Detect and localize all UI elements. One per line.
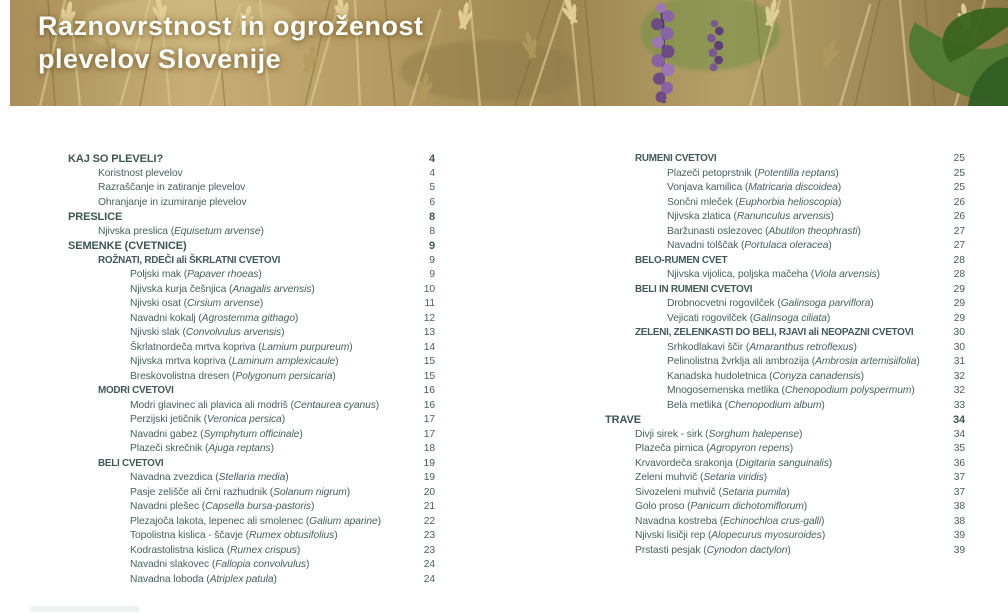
toc-entry-page: 23 — [423, 530, 435, 541]
toc-entry-page: 13 — [423, 327, 435, 338]
toc-entry[interactable] — [605, 167, 965, 182]
toc-entry-label: Prstasti pesjak (Cynodon dactylon) — [635, 544, 791, 556]
toc-entry-page: 17 — [423, 414, 435, 425]
toc-entry[interactable] — [68, 486, 435, 501]
toc-entry-label: Plazeča pirnica (Agropyron repens) — [635, 443, 794, 454]
toc-entry-page: 29 — [953, 312, 965, 324]
toc-entry[interactable] — [605, 486, 965, 501]
toc-entry-page: 29 — [953, 298, 965, 309]
toc-entry-page: 24 — [423, 559, 435, 570]
toc-entry-page: 10 — [423, 283, 435, 295]
toc-entry-page: 36 — [953, 457, 965, 469]
toc-entry[interactable] — [68, 573, 435, 588]
toc-entry-label: MODRI CVETOVI — [98, 385, 174, 396]
toc-entry[interactable] — [605, 457, 965, 472]
toc-entry[interactable] — [605, 268, 965, 283]
toc-entry-page: 8 — [428, 211, 435, 223]
toc-entry[interactable] — [68, 457, 435, 472]
toc-entry-label: Krvavordeča srakonja (Digitaria sanguinalis) — [635, 457, 833, 469]
toc-entry-page: 29 — [953, 283, 965, 295]
toc-entry-label: Plazeči skrečnik (Ajuga reptans) — [130, 443, 274, 454]
toc-entry[interactable] — [68, 413, 435, 428]
toc-entry-page: 34 — [952, 414, 965, 426]
toc-entry-page: 35 — [953, 443, 965, 454]
toc-entry[interactable] — [68, 355, 435, 370]
toc-entry[interactable] — [68, 428, 435, 443]
toc-entry-label: Navadna loboda (Atriplex patula) — [130, 573, 277, 585]
toc-entry-page: 5 — [429, 182, 435, 193]
toc-entry-label: BELO-RUMEN CVET — [635, 254, 728, 266]
toc-entry[interactable] — [605, 500, 965, 515]
toc-entry-page: 30 — [953, 341, 965, 353]
toc-entry[interactable] — [68, 254, 435, 269]
toc-entry-page: 27 — [953, 240, 965, 251]
toc-entry-label: Golo proso (Panicum dichotomiflorum) — [635, 501, 808, 512]
toc-entry[interactable] — [605, 341, 965, 356]
toc-entry[interactable] — [68, 442, 435, 457]
toc-entry-page: 28 — [953, 254, 965, 266]
toc-entry-label: Njivska vijolica, poljska mačeha (Viola arvensis) — [667, 269, 880, 280]
toc-entry[interactable] — [68, 210, 435, 225]
toc-entry-label: Sončni mleček (Euphorbia helioscopia) — [667, 196, 842, 208]
toc-entry[interactable] — [605, 326, 965, 341]
toc-entry[interactable] — [68, 515, 435, 530]
toc-entry[interactable] — [605, 355, 965, 370]
toc-entry[interactable] — [68, 196, 435, 211]
toc-entry-label: Perzijski jetičnik (Veronica persica) — [130, 414, 286, 425]
toc-entry-label: Navadni plešec (Capsella bursa-pastoris) — [130, 501, 315, 512]
toc-entry-label: Njivska kurja češnjica (Anagalis arvensis) — [130, 283, 315, 295]
toc-entry-page: 25 — [953, 153, 965, 164]
toc-entry-label: Njivski osat (Cirsium arvense) — [130, 298, 264, 309]
toc-entry-label: Vonjava kamilica (Matricaria discoidea) — [667, 182, 842, 193]
toc-entry[interactable] — [68, 181, 435, 196]
toc-entry-page: 11 — [424, 298, 435, 309]
toc-entry-label: BELI IN RUMENI CVETOVI — [635, 283, 753, 295]
toc-entry[interactable] — [605, 370, 965, 385]
toc-entry[interactable] — [605, 544, 965, 559]
toc-entry[interactable] — [605, 181, 965, 196]
toc-entry[interactable] — [605, 196, 965, 211]
toc-entry[interactable] — [68, 500, 435, 515]
toc-entry[interactable] — [605, 152, 965, 167]
toc-entry-label: ROŽNATI, RDEČI ali ŠKRLATNI CVETOVI — [98, 254, 281, 266]
toc-entry-label: Sivozeleni muhvič (Setaria pumila) — [635, 486, 790, 498]
toc-entry-page: 12 — [423, 312, 435, 324]
toc-entry-label: Baržunasti oslezovec (Abutilon theophrasti) — [667, 225, 861, 237]
toc-entry-label: Divji sirek - sirk (Sorghum halepense) — [635, 428, 803, 440]
footer-smudge — [30, 606, 140, 612]
toc-entry-label: Modri glavinec ali plavica ali modriš (Centaurea cyanus) — [130, 399, 380, 411]
toc-entry[interactable] — [68, 384, 435, 399]
toc-entry-label: Kodrastolistna kislica (Rumex crispus) — [130, 544, 301, 556]
toc-entry-label: Mnogosemenska metlika (Chenopodium polyspermum) — [667, 385, 915, 396]
toc-entry-label: Pasje zelišče ali črni razhudnik (Solanum nigrum) — [130, 486, 351, 498]
toc-entry[interactable] — [605, 515, 965, 530]
page-title-line1: Raznovrstnost in ogroženost — [38, 11, 424, 41]
toc-entry-page: 16 — [423, 385, 435, 396]
toc-entry-page: 16 — [423, 399, 435, 411]
toc-entry[interactable] — [68, 471, 435, 486]
toc-entry-label: Njivska zlatica (Ranunculus arvensis) — [667, 211, 834, 222]
toc-entry-page: 25 — [953, 167, 965, 179]
toc-entry[interactable] — [68, 268, 435, 283]
toc-entry-label: Srhkodlakavi ščir (Amaranthus retroflexus) — [667, 341, 857, 353]
toc-entry-label: Navadni tolščak (Portulaca oleracea) — [667, 240, 832, 251]
toc-entry-label: SEMENKE (CVETNICE) — [68, 240, 187, 252]
toc-entry-page: 19 — [423, 457, 435, 469]
toc-entry-label: Navadni kokalj (Agrostemma githago) — [130, 312, 299, 324]
toc-entry[interactable] — [68, 370, 435, 385]
toc-entry-page: 32 — [953, 385, 965, 396]
toc-entry-page: 28 — [953, 269, 965, 280]
toc-entry[interactable] — [605, 428, 965, 443]
toc-entry[interactable] — [605, 239, 965, 254]
toc-entry-page: 20 — [423, 486, 435, 498]
toc-entry[interactable] — [605, 210, 965, 225]
toc-entry-label: Njivski slak (Convolvulus arvensis) — [130, 327, 285, 338]
toc-entry-page: 14 — [423, 341, 435, 353]
toc-entry-page: 33 — [953, 399, 965, 411]
toc-entry-label: Vejicati rogovilček (Galinsoga ciliata) — [667, 312, 831, 324]
toc-entry-page: 15 — [423, 356, 435, 367]
toc-entry-page: 18 — [423, 443, 435, 454]
toc-entry[interactable] — [605, 254, 965, 269]
toc-entry[interactable] — [68, 558, 435, 573]
toc-entry[interactable] — [605, 225, 965, 240]
toc-entry-page: 26 — [953, 211, 965, 222]
toc-entry[interactable] — [605, 297, 965, 312]
toc-entry[interactable] — [605, 529, 965, 544]
toc-entry-label: Njivski lisičji rep (Alopecurus myosuroides) — [635, 530, 826, 541]
toc-entry[interactable] — [605, 471, 965, 486]
toc-entry[interactable] — [68, 544, 435, 559]
toc-column-right — [605, 152, 965, 558]
toc-entry-page: 27 — [953, 225, 965, 237]
toc-entry[interactable] — [605, 384, 965, 399]
toc-entry[interactable] — [68, 225, 435, 240]
toc-entry-page: 15 — [423, 370, 435, 382]
toc-entry[interactable] — [68, 529, 435, 544]
toc-entry[interactable] — [605, 312, 965, 327]
toc-entry[interactable] — [68, 341, 435, 356]
toc-entry[interactable] — [605, 413, 965, 428]
toc-entry-page: 9 — [428, 240, 435, 252]
toc-entry-label: Navadni slakovec (Fallopia convolvulus) — [130, 559, 310, 570]
toc-entry[interactable] — [68, 283, 435, 298]
toc-entry-label: Kanadska hudoletnica (Conyza canadensis) — [667, 370, 864, 382]
toc-entry-label: Navadni gabez (Symphytum officinale) — [130, 428, 303, 440]
toc-entry-label: Plazeči petoprstnik (Potentilla reptans) — [667, 167, 839, 179]
toc-entry-page: 39 — [953, 530, 965, 541]
toc-entry-label: Topolistna kislica - ščavje (Rumex obtusifolius) — [130, 530, 338, 541]
toc-entry-page: 9 — [429, 269, 435, 280]
toc-entry[interactable] — [68, 167, 435, 182]
toc-entry-page: 32 — [953, 370, 965, 382]
toc-entry-label: Breskovolistna dresen (Polygonum persicaria) — [130, 370, 336, 382]
toc-entry-page: 21 — [423, 501, 435, 512]
toc-entry[interactable] — [605, 283, 965, 298]
toc-entry[interactable] — [68, 239, 435, 254]
toc-entry-label: Zeleni muhvič (Setaria viridis) — [635, 472, 767, 483]
toc-entry-label: PRESLICE — [68, 211, 123, 223]
toc-entry-label: TRAVE — [605, 414, 641, 426]
toc-entry-page: 19 — [423, 472, 435, 483]
toc-entry-label: Njivska mrtva kopriva (Laminum amplexicaule) — [130, 356, 339, 367]
toc-entry[interactable] — [68, 312, 435, 327]
page-title — [38, 10, 424, 76]
toc-entry-page: 4 — [428, 153, 435, 165]
toc-entry[interactable] — [68, 152, 435, 167]
toc-entry[interactable] — [68, 326, 435, 341]
toc-entry-page: 8 — [429, 225, 435, 237]
toc-entry[interactable] — [68, 297, 435, 312]
toc-entry-page: 39 — [953, 544, 965, 556]
toc-entry-page: 6 — [429, 196, 435, 208]
toc-entry-label: BELI CVETOVI — [98, 457, 164, 469]
toc-entry-label: KAJ SO PLEVELI? — [68, 153, 164, 165]
toc-entry-page: 37 — [953, 486, 965, 498]
toc-entry-page: 25 — [953, 182, 965, 193]
toc-entry[interactable] — [605, 442, 965, 457]
toc-entry-label: Plezajoča lakota, lepenec ali smolenec (Galium aparine) — [130, 515, 381, 527]
toc-entry-label: Drobnocvetni rogovilček (Galinsoga parviflora) — [667, 298, 874, 309]
toc-entry-label: ZELENI, ZELENKASTI DO BELI, RJAVI ali NEOPAZNI CVETOVI — [635, 327, 914, 338]
toc-entry-label: Pelinolistna žvrklja ali ambrozija (Ambrosia artemisiifolia) — [667, 356, 920, 367]
toc-entry-label: Škrlatnordeča mrtva kopriva (Lamium purpureum) — [130, 341, 353, 353]
header-banner — [10, 0, 1008, 106]
toc-entry-page: 26 — [953, 196, 965, 208]
toc-column-left — [68, 152, 435, 587]
toc-entry-page: 38 — [953, 515, 965, 527]
toc-entry-label: Koristnost plevelov — [98, 167, 183, 179]
toc-entry-page: 31 — [953, 356, 965, 367]
toc-entry-label: Ohranjanje in izumiranje plevelov — [98, 196, 247, 208]
toc-entry-page: 4 — [429, 167, 435, 179]
toc-entry-label: Navadna zvezdica (Stellaria media) — [130, 472, 289, 483]
toc-entry-label: Bela metlika (Chenopodium album) — [667, 399, 825, 411]
toc-entry-page: 34 — [953, 428, 965, 440]
toc-entry[interactable] — [68, 399, 435, 414]
toc-entry-page: 17 — [423, 428, 435, 440]
toc-entry-page: 22 — [423, 515, 435, 527]
toc-entry-label: Poljski mak (Papaver rhoeas) — [130, 269, 262, 280]
toc-entry-page: 23 — [423, 544, 435, 556]
toc-entry-page: 30 — [953, 327, 965, 338]
toc-entry-label: Navadna kostreba (Echinochloa crus-galli) — [635, 515, 825, 527]
toc-entry-page: 37 — [953, 472, 965, 483]
toc-entry-page: 9 — [429, 254, 435, 266]
page-title-line2: plevelov Slovenije — [38, 44, 282, 74]
toc-entry-label: Razraščanje in zatiranje plevelov — [98, 182, 246, 193]
toc-entry-page: 24 — [423, 573, 435, 585]
toc-entry-page: 38 — [953, 501, 965, 512]
toc-entry-label: Njivska preslica (Equisetum arvense) — [98, 225, 264, 237]
toc-entry[interactable] — [605, 399, 965, 414]
toc-entry-label: RUMENI CVETOVI — [635, 153, 717, 164]
